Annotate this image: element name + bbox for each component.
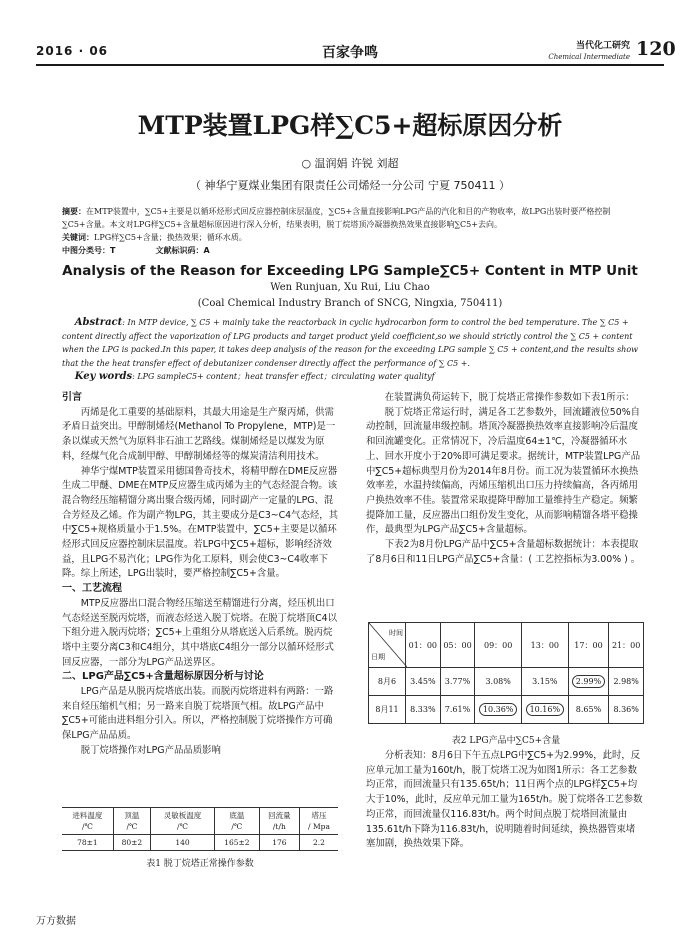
table-cell-circled: [475, 696, 522, 724]
abstract-cn-text: [62, 205, 640, 231]
table-cell: 2.2: [299, 835, 338, 851]
doc-code-label: 文献标识码：: [155, 246, 204, 255]
corner-date-label: 日期: [371, 653, 385, 661]
journal-name-en: Chemical Intermediate: [548, 53, 630, 61]
paragraph: 在装置满负荷运转下，脱丁烷塔正常操作参数如下表1所示：: [384, 392, 635, 403]
table-corner-cell: [369, 623, 406, 668]
section-heading-process: 一、工艺流程: [62, 583, 122, 595]
table-header-cell: 灵敏板温度 /℃: [151, 808, 215, 835]
section-title: 百家争鸣: [322, 45, 378, 61]
table-header-cell: 13：00: [522, 623, 569, 668]
table-row: [62, 835, 338, 851]
paragraph: 脱丁烷塔操作对LPG产品品质影响: [80, 744, 221, 756]
doc-code-value: A: [203, 246, 210, 255]
issue-label: 2016 · 06: [36, 44, 109, 58]
journal-name-cn: 当代化工研究: [575, 41, 630, 51]
table-header-cell: 进料温度 /℃: [62, 808, 113, 835]
table-cell: 80±2: [113, 835, 150, 851]
table-2-header-row: [369, 623, 644, 668]
keywords-label: 关键词：: [62, 233, 94, 242]
english-abstract: [62, 316, 642, 384]
right-column-continued: [366, 749, 644, 852]
article-title: MTP装置LPG样∑C5+超标原因分析: [137, 111, 563, 140]
paragraph: MTP反应器出口混合物经压缩送至精馏进行分离，烃压机出口气态烃送至脱丙烷塔，而液态烃送入脱丁烷塔。在脱丁烷塔顶C4以下组分进入脱丙烷塔；∑C5+上重组分从塔底送入后系统。脱丙烷塔中主要分离C3和C4组分，其中塔底C4组分一部分以循环烃形式回反应器，一部分为LPG产品送界区。: [62, 597, 338, 668]
circled-value: 2.99%: [572, 675, 605, 688]
header-rule: [36, 64, 664, 66]
paragraph: 分析表知：8月6日下午五点LPG中∑C5+为2.99%，此时，反应单元加工量为160t/h，脱丁烷塔工况为如图1所示：各工艺参数均正常，而回流量只有135.65t/h；11日两个点的LPG样∑C5+均大于10%，此时，反应单元加工量为165t/h。脱丁烷塔各工艺参数均正常，而回流量仅116.83t/h。两个时间点脱丁烷塔回流量由135.61t/h下降为116.83t/h，说明随着时间延续，换热器管束堵塞加剧，换热效果下降。: [366, 750, 643, 850]
classification: [62, 244, 640, 257]
table-header-cell: 塔压 / Mpa: [299, 808, 338, 835]
corner-time-label: 时间: [389, 629, 403, 637]
table-1-caption: 表1 脱丁烷塔正常操作参数: [146, 859, 254, 869]
table-date-cell: 8月11: [369, 696, 406, 724]
abstract-body: 在MTP装置中，∑C5+主要是以循环烃形式回反应器控制床层温度，∑C5+含量直接影响LPG产品的汽化和目的产物收率，故LPG出装时要严格控制∑C5+含量。本文对LPG样∑C5+含量超标原因进行深入分析，结果表明，脱丁烷塔顶冷凝器换热效果直接影响∑C5+去向。: [62, 207, 611, 229]
table-header-cell: 21：00: [609, 623, 644, 668]
table-header-cell: 09：00: [475, 623, 522, 668]
table-row: [369, 696, 644, 724]
page-number: 120: [636, 38, 676, 60]
table-header-cell: 顶温 /℃: [113, 808, 150, 835]
clc-label: 中图分类号：: [62, 246, 110, 255]
paragraph: LPG产品是从脱丙烷塔底出装。而脱丙烷塔进料有两路：一路来自烃压缩机气相；另一路来自脱丁烷塔顶气相。故LPG产品中∑C5+可能由进料组分引入。所以，严格控制脱丁烷塔操作方可确保LPG产品品质。: [62, 686, 334, 742]
authors: ○ 温润娟 许锐 刘超: [301, 157, 399, 170]
table-1-header-row: [62, 808, 338, 835]
en-abstract-body: : In MTP device, ∑ C5 + mainly take the reactorback in cyclic hydrocarbon form to control the bed temperature. The ∑ C5 + content directly affect the vaporization of LPG products and target product yield coefficient,so we should strictly control the ∑ C5 + content when the LPG is packed.In this paper, it takes deep analysis of the reason for the exceeding LPG sample ∑ C5 + content,and the results show that the the heat transfer effect of debutanizer condenser directly affect the performance of ∑ C5 +.: [62, 318, 638, 368]
footer-watermark: 万方数据: [36, 916, 76, 927]
paragraph: 脱丁烷塔正常运行时，满足各工艺参数外，回流罐液位50%自动控制，回流量串级控制。塔顶冷凝器换热效率直接影响冷后温度和回流罐变化。正常情况下，冷后温度64±1℃，冷凝器循环水上、回水开度小于20%即可满足要求。据统计，MTP装置LPG产品中∑C5+超标典型月份为2014年8月份。而工况为装置循环水换热效率差，水温持续偏高，丙烯压缩机出口压力持续偏高，各丙烯用户换热效率不佳。装置常采取提降甲醇加工量维持生产稳定。频繁提降加工量，反应器出口组份发生变化，从而影响精馏各塔平稳操作，最典型为LPG产品∑C5+含量超标。: [366, 406, 641, 536]
table-cell: 3.45%: [406, 668, 441, 696]
table-cell-circled: [522, 696, 569, 724]
table-cell: 8.65%: [568, 696, 609, 724]
right-column: [366, 391, 644, 567]
section-heading-analysis: 二、LPG产品∑C5+含量超标原因分析与讨论: [62, 671, 264, 683]
paragraph: 神华宁煤MTP装置采用德国鲁奇技术，将精甲醇在DME反应器生成二甲醚、DME在MTP反应器生成丙烯为主的气态烃混合物。该混合物经压缩精馏分离出聚合级丙烯，同时副产一定量的LPG、混合芳烃及乙烯。作为副产物LPG，其主要成分是C3~C4气态烃，其中∑C5+规格质量小于1.5%。在MTP装置中，∑C5+主要是以循环烃形式回反应器控制床层温度。若LPG中∑C5+超标，影响经济效益，且LPG不易汽化；LPG作为化工原料，则会使C3~C4收率下降。综上所述，LPG出装时，要严格控制∑C5+含量。: [62, 465, 339, 580]
table-2: [368, 622, 644, 724]
table-row: [369, 668, 644, 696]
table-cell: 2.98%: [609, 668, 644, 696]
section-heading-intro: 引言: [62, 392, 82, 403]
table-cell: 8.33%: [406, 696, 441, 724]
paragraph: 丙烯是化工重要的基础原料，其最大用途是生产聚丙烯，供需矛盾日益突出。甲醇制烯烃(Methanol To Propylene，MTP)是一条以煤或天然气为原料非石油工艺路线。煤制烯烃是以煤发为原料，经煤气化合成制甲醇、甲醇制烯烃等的煤炭清洁利用技术。: [62, 406, 336, 462]
table-header-cell: 17：00: [568, 623, 609, 668]
circled-value: 10.16%: [526, 703, 565, 716]
keywords-cn: [62, 231, 640, 244]
english-abstract-text: [62, 316, 642, 370]
table-cell: 8.36%: [609, 696, 644, 724]
abstract-cn: [62, 205, 640, 257]
keywords-body: LPG样∑C5+含量；换热效果；循环水质。: [94, 233, 247, 242]
abstract-label: 摘要：: [62, 207, 86, 216]
paragraph: 下表2为8月份LPG产品中∑C5+含量超标数据统计：本表提取了8月6日和11日LPG产品∑C5+含量：( 工艺控指标为3.00% ) 。: [366, 539, 641, 565]
table-1: [62, 807, 338, 851]
table-cell: 3.15%: [522, 668, 569, 696]
table-cell: 7.61%: [440, 696, 475, 724]
table-header-cell: 05：00: [440, 623, 475, 668]
affiliation: （ 神华宁夏煤业集团有限责任公司烯烃一分公司 宁夏 750411 ）: [190, 179, 510, 192]
english-affiliation: (Coal Chemical Industry Branch of SNCG, Ningxia, 750411): [197, 298, 503, 309]
table-cell: 78±1: [62, 835, 113, 851]
table-cell: 140: [151, 835, 215, 851]
en-keywords-body: : LPG sampleC5+ content；heat transfer effect；circulating water qualityf: [132, 372, 435, 381]
table-cell: 3.08%: [475, 668, 522, 696]
table-header-cell: 底温 /℃: [214, 808, 259, 835]
table-cell: 165±2: [214, 835, 259, 851]
table-2-caption: 表2 LPG产品中∑C5+含量: [451, 736, 561, 746]
en-keywords-label: Key words: [74, 371, 133, 382]
clc-value: T: [110, 246, 116, 255]
table-date-cell: 8月6: [369, 668, 406, 696]
table-header-cell: 01：00: [406, 623, 441, 668]
english-title: Analysis of the Reason for Exceeding LPG Sample∑C5+ Content in MTP Unit: [62, 263, 638, 279]
table-cell: 176: [259, 835, 299, 851]
en-abstract-label: Abstract: [74, 317, 123, 328]
circled-value: 10.36%: [479, 703, 518, 716]
table-cell: 3.77%: [440, 668, 475, 696]
english-authors: Wen Runjuan, Xu Rui, Liu Chao: [270, 282, 430, 293]
table-header-cell: 回流量 /t/h: [259, 808, 299, 835]
english-keywords: [62, 370, 642, 384]
left-column: [62, 391, 340, 759]
table-cell-circled: [568, 668, 609, 696]
